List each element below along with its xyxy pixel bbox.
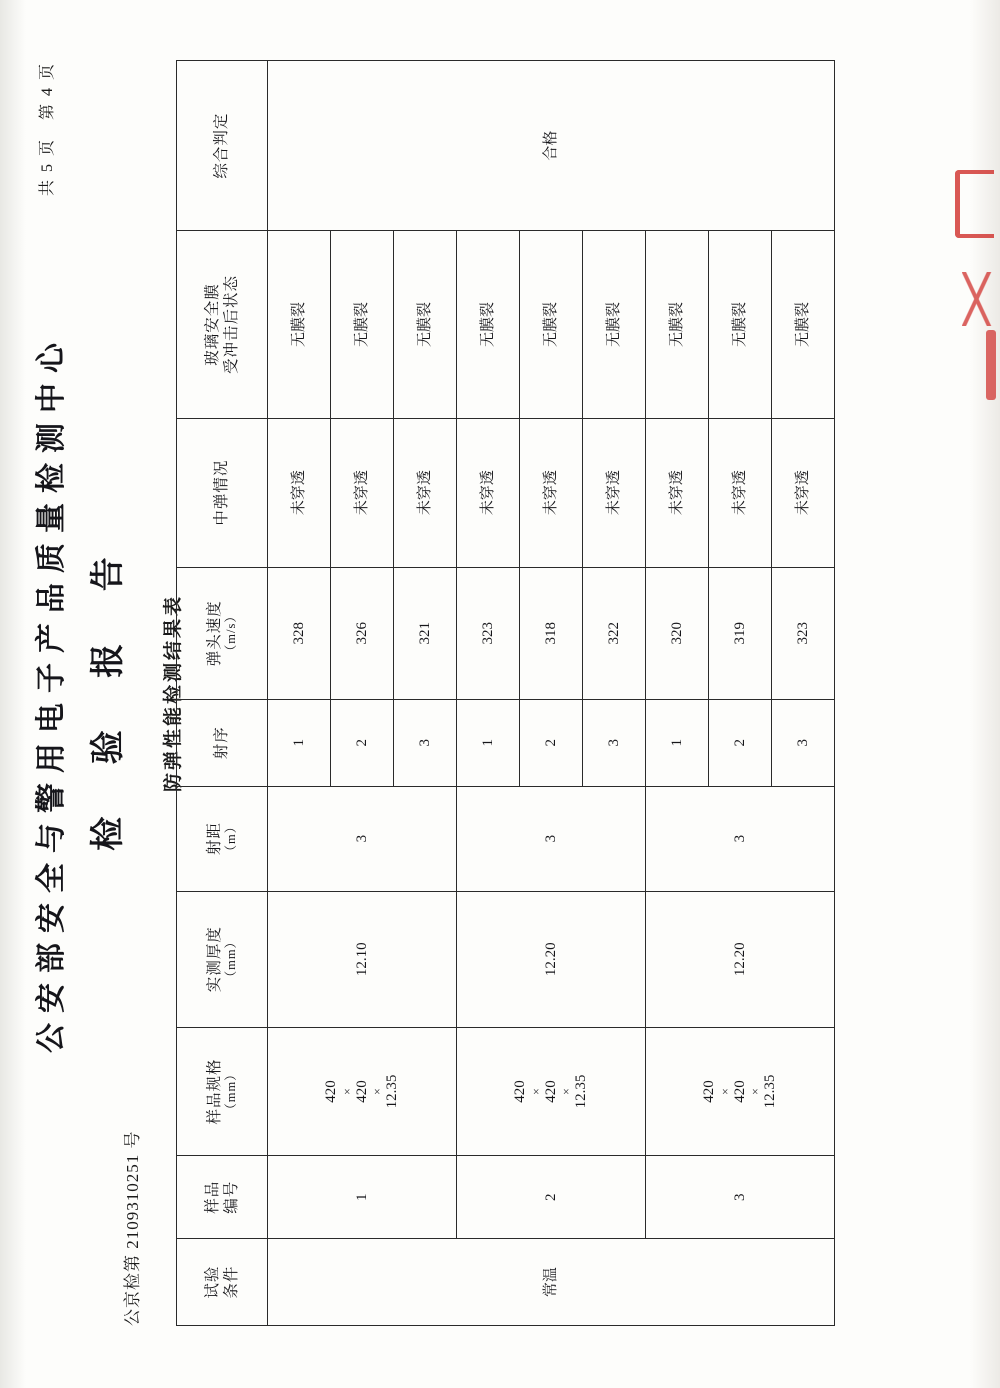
cell-velocity: 319	[709, 567, 772, 699]
cell-measured-thickness: 12.10	[268, 891, 457, 1027]
spec-times-icon: ×	[748, 1088, 763, 1095]
header-sample-spec-label: 样品规格	[205, 1058, 223, 1125]
cell-film-state: 无膜裂	[646, 231, 709, 419]
spec-thickness: 12.35	[573, 1074, 590, 1109]
cell-film-state: 无膜裂	[268, 231, 331, 419]
cell-sample-no: 2	[457, 1156, 646, 1239]
spec-height: 420	[353, 1080, 370, 1103]
cell-velocity: 321	[394, 567, 457, 699]
cell-hit-status: 未穿透	[457, 418, 520, 567]
report-title: 检 验 报 告	[90, 535, 127, 851]
cell-hit-status: 未穿透	[772, 418, 835, 567]
header-distance	[177, 786, 268, 891]
cell-velocity: 323	[772, 567, 835, 699]
header-sample-spec-unit: （mm）	[223, 1067, 238, 1116]
header-sequence: 射序	[177, 699, 268, 786]
cell-hit-status: 未穿透	[268, 418, 331, 567]
cell-velocity: 318	[520, 567, 583, 699]
spec-times-icon: ×	[559, 1088, 574, 1095]
cell-distance: 3	[457, 786, 646, 891]
spec-width: 420	[511, 1080, 528, 1103]
header-condition-line1: 试验	[203, 1265, 221, 1299]
header-velocity-label: 弹头速度	[205, 600, 223, 667]
header-condition	[177, 1239, 268, 1326]
cell-measured-thickness: 12.20	[646, 891, 835, 1027]
table-body	[268, 61, 835, 1326]
table-row	[457, 61, 520, 1326]
document-header	[26, 58, 184, 1328]
spec-height: 420	[542, 1080, 559, 1103]
cell-sequence: 1	[268, 699, 331, 786]
header-velocity	[177, 567, 268, 699]
cell-film-state: 无膜裂	[520, 231, 583, 419]
spec-times-icon: ×	[717, 1088, 732, 1095]
header-velocity-unit: （m/s）	[223, 609, 238, 658]
cell-film-state: 无膜裂	[331, 231, 394, 419]
cell-hit-status: 未穿透	[709, 418, 772, 567]
cell-sample-no: 3	[646, 1156, 835, 1239]
spec-thickness: 12.35	[384, 1074, 401, 1109]
cell-sample-no: 1	[268, 1156, 457, 1239]
header-thickness-label: 实测厚度	[205, 926, 223, 993]
header-sample-no-line1: 样品	[203, 1180, 221, 1214]
cell-velocity: 326	[331, 567, 394, 699]
cell-sequence: 2	[709, 699, 772, 786]
spec-times-icon: ×	[528, 1088, 543, 1095]
cell-sequence: 1	[646, 699, 709, 786]
cell-velocity: 322	[583, 567, 646, 699]
header-sample-spec	[177, 1027, 268, 1155]
table-caption: 防弹性能检测结果表	[163, 593, 184, 793]
document-number: 公京检第 2109310251 号	[123, 1130, 142, 1326]
header-thickness-unit: （mm）	[223, 934, 238, 984]
table-head	[177, 61, 268, 1326]
cell-velocity: 320	[646, 567, 709, 699]
cell-measured-thickness: 12.20	[457, 891, 646, 1027]
spec-width: 420	[700, 1080, 717, 1103]
header-film-state-line1: 玻璃安全膜	[203, 283, 221, 366]
header-judgement: 综合判定	[177, 61, 268, 231]
cell-sequence: 1	[457, 699, 520, 786]
header-thickness	[177, 891, 268, 1027]
cell-sequence: 2	[520, 699, 583, 786]
header-film-state	[177, 231, 268, 419]
header-film-state-line2: 受冲击后状态	[223, 274, 240, 374]
header-sample-no	[177, 1156, 268, 1239]
spec-width: 420	[322, 1080, 339, 1103]
cell-hit-status: 未穿透	[583, 418, 646, 567]
cell-velocity: 323	[457, 567, 520, 699]
header-distance-label: 射距	[205, 822, 223, 856]
cell-distance: 3	[646, 786, 835, 891]
cell-film-state: 无膜裂	[772, 231, 835, 419]
cell-sequence: 3	[583, 699, 646, 786]
header-hit-status: 中弹情况	[177, 418, 268, 567]
cell-condition: 常温	[268, 1239, 835, 1326]
table-row	[268, 61, 331, 1326]
cell-film-state: 无膜裂	[583, 231, 646, 419]
spec-thickness: 12.35	[762, 1074, 779, 1109]
cell-hit-status: 未穿透	[394, 418, 457, 567]
spec-times-icon: ×	[370, 1088, 385, 1095]
cell-sequence: 2	[331, 699, 394, 786]
cell-sequence: 3	[772, 699, 835, 786]
header-condition-line2: 条件	[223, 1265, 240, 1299]
cell-hit-status: 未穿透	[646, 418, 709, 567]
cell-hit-status: 未穿透	[331, 418, 394, 567]
cell-sample-spec	[268, 1027, 457, 1155]
page-number: 共 5 页 第 4 页	[39, 62, 56, 197]
ballistic-result-table	[176, 60, 835, 1326]
header-distance-unit: （m）	[223, 819, 238, 858]
cell-sample-spec	[646, 1027, 835, 1155]
cell-film-state: 无膜裂	[394, 231, 457, 419]
cell-distance: 3	[268, 786, 457, 891]
cell-judgement: 合格	[268, 61, 835, 231]
table-header-row	[177, 61, 268, 1326]
organization-title: 公安部安全与警用电子产品质量检测中心	[35, 333, 68, 1053]
cell-film-state: 无膜裂	[457, 231, 520, 419]
spec-height: 420	[731, 1080, 748, 1103]
cell-hit-status: 未穿透	[520, 418, 583, 567]
cell-sample-spec	[457, 1027, 646, 1155]
cell-velocity: 328	[268, 567, 331, 699]
spec-times-icon: ×	[339, 1088, 354, 1095]
cell-sequence: 3	[394, 699, 457, 786]
header-sample-no-line2: 编号	[223, 1180, 240, 1214]
cell-film-state: 无膜裂	[709, 231, 772, 419]
table-row	[646, 61, 709, 1326]
